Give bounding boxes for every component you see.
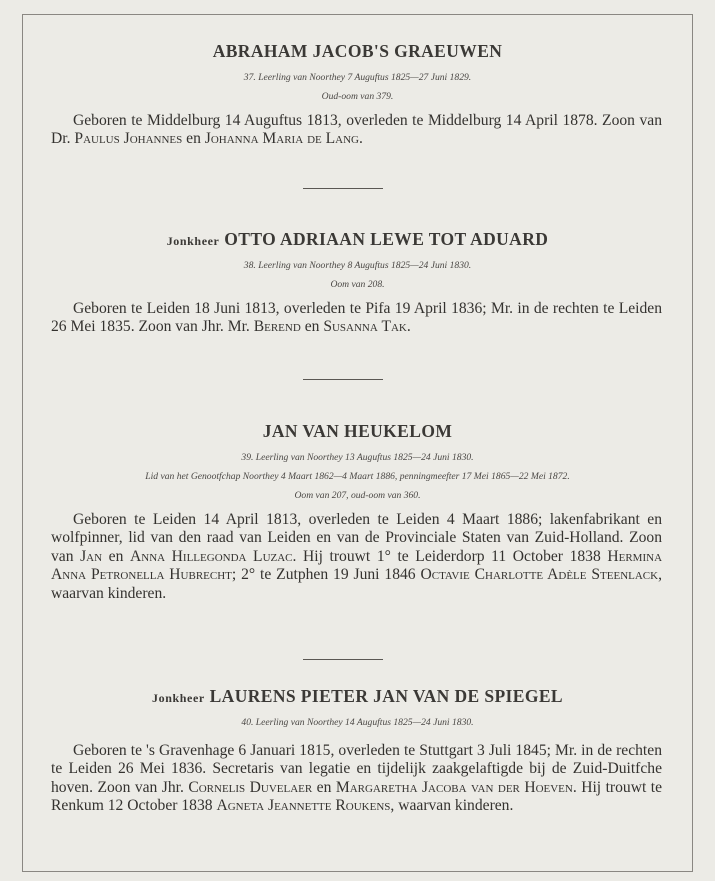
body-text: Geboren te Leiden 18 Juni 1813, overleden te Pifa 19 April 1836; Mr. in de rechten te Leiden 26 Mei 1835. Zoon van Jhr. Mr. xyxy=(51,300,662,336)
name-prefix: Jonkheer xyxy=(166,234,220,248)
person-name: Cornelis Duvelaer xyxy=(188,778,313,796)
name-main: LAURENS PIETER JAN VAN DE SPIEGEL xyxy=(209,686,563,706)
body-text: Geboren te Leiden 14 April 1813, overleden te Leiden 4 Maart 1886; lakenfabrikant en wolfpinner, lid van den raad van Leiden en van de Provinciale Staten van Zuid-Holland. Zoon van xyxy=(51,511,662,565)
person-name: Jan xyxy=(80,547,103,565)
entry-40 xyxy=(23,686,692,816)
person-name: Margaretha Jacoba van der Hoeven xyxy=(335,778,573,796)
person-name: Octavie Charlotte Adèle Steenlack xyxy=(420,566,659,584)
person-name: Berend xyxy=(253,318,301,336)
name-main: JAN VAN HEUKELOM xyxy=(262,421,453,441)
body-text: en xyxy=(102,547,130,565)
page-frame xyxy=(22,14,693,872)
entry-name xyxy=(23,41,692,62)
entry-meta xyxy=(23,68,692,106)
body-text: . xyxy=(406,318,411,336)
body-text: en xyxy=(182,130,205,148)
entry-body xyxy=(23,112,692,149)
entry-38 xyxy=(23,229,692,337)
entry-name xyxy=(23,686,692,707)
person-name: Anna Hillegonda Luzac xyxy=(129,547,293,565)
entry-meta xyxy=(23,448,692,505)
body-text: . xyxy=(358,130,363,148)
meta-line: Oom van 208. xyxy=(330,279,385,290)
entry-name xyxy=(23,229,692,250)
divider xyxy=(303,188,383,189)
body-text: , waarvan kinderen. xyxy=(390,797,514,815)
entry-body xyxy=(23,511,692,603)
entry-meta xyxy=(23,713,692,732)
entry-body xyxy=(23,300,692,337)
name-prefix: Jonkheer xyxy=(152,691,205,705)
divider xyxy=(303,379,383,380)
person-name: Paulus Johannes xyxy=(74,130,183,148)
entry-39 xyxy=(23,421,692,603)
body-text: Geboren te Middelburg 14 Auguftus 1813, overleden te Middelburg 14 April 1878. Zoon van Dr. xyxy=(51,112,662,148)
name-main: ABRAHAM JACOB'S GRAEUWEN xyxy=(212,41,503,61)
meta-line: 38. Leerling van Noorthey 8 Auguftus 1825—24 Juni 1830. xyxy=(243,260,472,271)
body-text: Geboren te 's Gravenhage 6 Januari 1815, overleden te Stuttgart 3 Juli 1845; Mr. in de rechten te Leiden 26 Mei 1836. Secretaris van legatie en tijdelijk zaakgelaftigde bij de Zuid-Duitfche hoven. Zoon van Jhr. xyxy=(51,742,662,796)
entry-name xyxy=(23,421,692,442)
body-text: ; 2° te Zutphen 19 Juni 1846 xyxy=(231,566,421,584)
entry-meta xyxy=(23,256,692,294)
body-text: . Hij trouwt te Renkum 12 October 1838 xyxy=(51,778,662,815)
meta-line: 39. Leerling van Noorthey 13 Auguftus 1825—24 Juni 1830. xyxy=(241,452,474,463)
meta-line: Lid van het Genootfchap Noorthey 4 Maart 1862—4 Maart 1886, penningmeefter 17 Mei 1865—22 Mei 1872. xyxy=(145,471,570,482)
body-text: . Hij trouwt 1° te Leiderdorp 11 October 1838 xyxy=(292,547,608,565)
person-name: Agneta Jeannette Roukens xyxy=(216,797,391,815)
body-text: en xyxy=(312,778,336,796)
meta-line: 37. Leerling van Noorthey 7 Auguftus 1825—27 Juni 1829. xyxy=(243,72,472,83)
name-main: OTTO ADRIAAN LEWE TOT ADUARD xyxy=(224,229,549,249)
body-text: , waarvan kinderen. xyxy=(51,566,662,602)
person-name: Susanna Tak xyxy=(323,318,407,336)
person-name: Johanna Maria de Lang xyxy=(204,130,359,148)
meta-line: Oom van 207, oud-oom van 360. xyxy=(294,490,421,501)
divider xyxy=(303,659,383,660)
meta-line: 40. Leerling van Noorthey 14 Auguftus 1825—24 Juni 1830. xyxy=(241,717,474,728)
entry-body xyxy=(23,742,692,816)
body-text: en xyxy=(300,318,324,336)
entry-37 xyxy=(23,41,692,149)
meta-line: Oud-oom van 379. xyxy=(321,91,394,102)
person-name: Hermina Anna Petronella Hubrecht xyxy=(51,547,663,584)
